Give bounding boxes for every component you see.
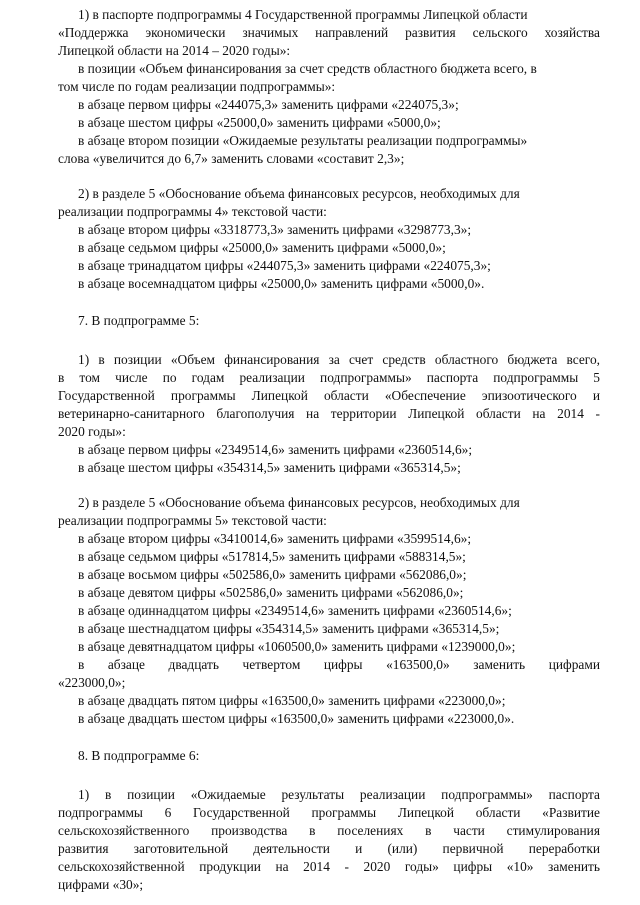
text-line: цифрами «30»; (58, 877, 144, 892)
text-line: сельскохозяйственной продукции на 2014 - 2020 годы» цифры «10» заменить (58, 859, 600, 874)
text-line: в абзаце восьмом цифры «502586,0» заменить цифрами «562086,0»; (78, 567, 467, 582)
text-line: 2) в разделе 5 «Обоснование объема финансовых ресурсов, необходимых для (78, 186, 520, 201)
text-line: в абзаце седьмом цифры «25000,0» заменить цифрами «5000,0»; (78, 240, 446, 255)
text-line: Государственной программы Липецкой области «Обеспечение эпизоотического и (58, 388, 600, 403)
text-line: в том числе по годам реализации подпрограммы» паспорта подпрограммы 5 (58, 370, 600, 385)
text-line: 1) в позиции «Объем финансирования за счет средств областного бюджета всего, (78, 352, 600, 367)
text-line: «Поддержка экономически значимых направлений развития сельского хозяйства (58, 25, 600, 40)
text-line: в абзаце первом цифры «2349514,6» заменить цифрами «2360514,6»; (78, 442, 473, 457)
text-line: в абзаце втором цифры «3410014,6» заменить цифрами «3599514,6»; (78, 531, 472, 546)
text-line: в абзаце шестом цифры «354314,5» заменить цифрами «365314,5»; (78, 460, 461, 475)
text-line: реализации подпрограммы 4» текстовой части: (58, 204, 327, 219)
text-line: реализации подпрограммы 5» текстовой части: (58, 513, 327, 528)
text-line: 2) в разделе 5 «Обоснование объема финансовых ресурсов, необходимых для (78, 495, 520, 510)
text-line: развития заготовительной деятельности и (или) первичной переработки (58, 841, 600, 856)
text-line: в абзаце тринадцатом цифры «244075,3» заменить цифрами «224075,3»; (78, 258, 491, 273)
text-line: в абзаце шестом цифры «25000,0» заменить цифрами «5000,0»; (78, 115, 441, 130)
text-line: 1) в паспорте подпрограммы 4 Государственной программы Липецкой области (78, 7, 528, 22)
section-heading: 7. В подпрограмме 5: (78, 313, 200, 328)
text-line: подпрограммы 6 Государственной программы Липецкой области «Развитие (58, 805, 600, 820)
text-line: в абзаце одиннадцатом цифры «2349514,6» заменить цифрами «2360514,6»; (78, 603, 512, 618)
text-line: в позиции «Объем финансирования за счет средств областного бюджета всего, в (78, 61, 537, 76)
section-heading: 8. В подпрограмме 6: (78, 748, 200, 763)
text-line: в абзаце двадцать пятом цифры «163500,0» заменить цифрами «223000,0»; (78, 693, 506, 708)
text-line: в абзаце седьмом цифры «517814,5» заменить цифрами «588314,5»; (78, 549, 466, 564)
text-line: в абзаце двадцать шестом цифры «163500,0» заменить цифрами «223000,0». (78, 711, 515, 726)
text-line: Липецкой области на 2014 – 2020 годы»: (58, 43, 291, 58)
text-line: в абзаце втором цифры «3318773,3» заменить цифрами «3298773,3»; (78, 222, 472, 237)
text-line: в абзаце первом цифры «244075,3» заменить цифрами «224075,3»; (78, 97, 459, 112)
text-line: сельскохозяйственного производства в поселениях в части стимулирования (58, 823, 600, 838)
text-line: в абзаце девятнадцатом цифры «1060500,0» заменить цифрами «1239000,0»; (78, 639, 516, 654)
text-line: в абзаце девятом цифры «502586,0» заменить цифрами «562086,0»; (78, 585, 464, 600)
text-line: в абзаце восемнадцатом цифры «25000,0» заменить цифрами «5000,0». (78, 276, 485, 291)
text-line: в абзаце втором позиции «Ожидаемые результаты реализации подпрограммы» (78, 133, 528, 148)
text-line: «223000,0»; (58, 675, 126, 690)
text-line: 2020 годы»: (58, 424, 126, 439)
text-line: ветеринарно-санитарного благополучия на территории Липецкой области на 2014 - (58, 406, 600, 421)
text-line: в абзаце двадцать четвертом цифры «163500,0» заменить цифрами (78, 657, 600, 672)
text-line: слова «увеличится до 6,7» заменить словами «составит 2,3»; (58, 151, 405, 166)
text-line: том числе по годам реализации подпрограммы»: (58, 79, 336, 94)
text-line: в абзаце шестнадцатом цифры «354314,5» заменить цифрами «365314,5»; (78, 621, 500, 636)
text-line: 1) в позиции «Ожидаемые результаты реализации подпрограммы» паспорта (78, 787, 600, 802)
